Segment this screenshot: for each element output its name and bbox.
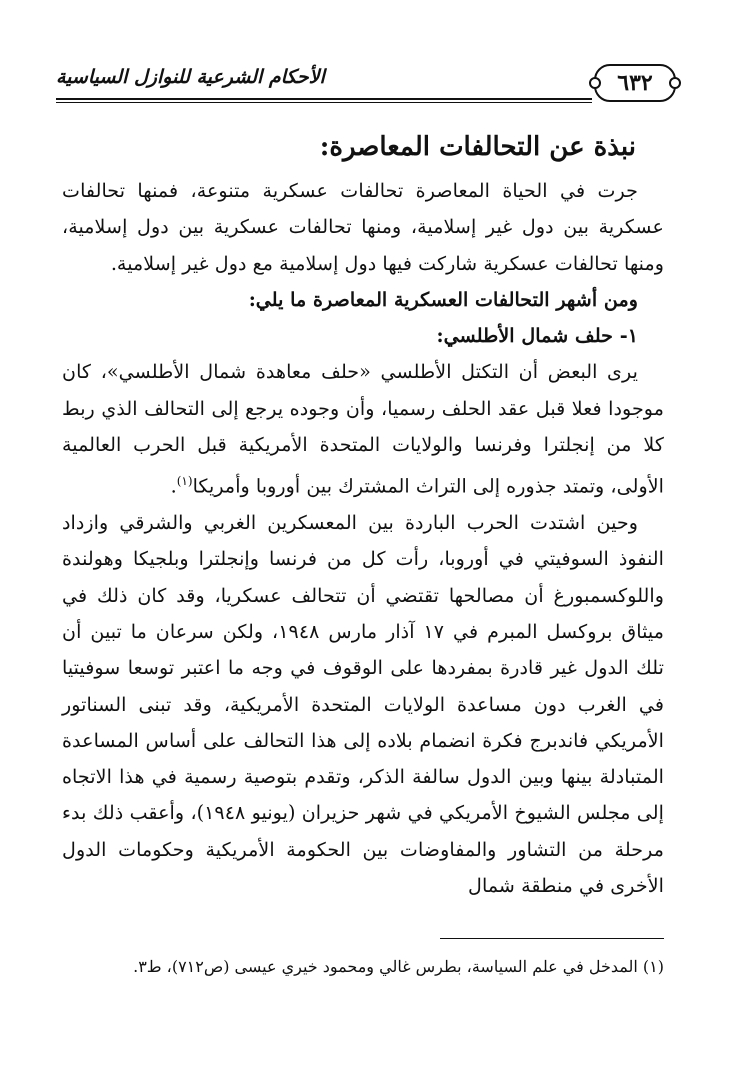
paragraph-end-punctuation: . xyxy=(170,474,177,498)
book-title: الأحكام الشرعية للنوازل السياسية xyxy=(56,66,325,88)
list-item-nato: ١- حلف شمال الأطلسي: xyxy=(436,324,638,348)
section-title: نبذة عن التحالفات المعاصرة: xyxy=(319,132,636,162)
header-divider xyxy=(56,98,592,100)
page-header xyxy=(56,60,676,106)
page-number: ٦٣٢ xyxy=(617,70,653,96)
paragraph-list-intro: ومن أشهر التحالفات العسكرية المعاصرة ما يلي: xyxy=(248,287,638,311)
page-number-frame xyxy=(594,64,676,102)
paragraph-nato-origins xyxy=(62,354,664,505)
paragraph-intro: جرت في الحياة المعاصرة تحالفات عسكرية متنوعة، فمنها تحالفات عسكرية بين دول غير إسلامية، ومنها تحالفات عسكرية بين دول إسلامية، ومنها تحالفات عسكرية شاركت فيها دول إسلامية مع دول غير إسلامية. xyxy=(62,179,664,275)
header-divider-thin xyxy=(56,102,592,103)
footnote-marker: (١) xyxy=(176,474,193,489)
footnote-divider xyxy=(440,938,664,939)
paragraph-cold-war: وحين اشتدت الحرب الباردة بين المعسكرين الغربي والشرقي وازداد النفوذ السوفيتي في أوروبا، رأت كل من فرنسا وإنجلترا وبلجيكا وهولندة واللوكسمبورغ أن مصالحها تقتضي أن تتحالف عسكريا، وقد كان ذلك في ميثاق بروكسل المبرم في ١٧ آذار مارس ١٩٤٨، ولكن سرعان ما تبين أن تلك الدول غير قادرة بمفردها على الوقوف في وجه ما اعتبر توسعا سوفيتيا في الغرب دون مساعدة الولايات المتحدة الأمريكية، وقد تبنى السناتور الأمريكي فاندبرج فكرة انضمام بلاده إلى هذا التحالف على أساس المساعدة المتبادلة بينها وبين الدول سالفة الذكر، وتقدم بتوصية رسمية في هذا الاتجاه إلى مجلس الشيوخ الأمريكي في شهر حزيران (يونيو ١٩٤٨)، وأعقب ذلك بدء مرحلة من التشاور والمفاوضات بين الحكومة الأمريكية وحكومات الدول الأخرى في منطقة شمال xyxy=(62,511,665,898)
paragraph-nato-origins-text: يرى البعض أن التكتل الأطلسي «حلف معاهدة شمال الأطلسي»، كان موجودا فعلا قبل عقد الحلف رسميا، وأن وجوده يرجع إلى التحالف الذي ربط كلا من إنجلترا وفرنسا والولايات المتحدة الأمريكية قبل الحرب العالمية الأولى، وتمتد جذوره إلى التراث المشترك بين أوروبا وأمريكا xyxy=(62,360,664,498)
footnote: (١) المدخل في علم السياسة، بطرس غالي ومحمود خيري عيسى (ص٧١٢)، ط٣. xyxy=(133,957,664,976)
body-text xyxy=(62,173,664,904)
